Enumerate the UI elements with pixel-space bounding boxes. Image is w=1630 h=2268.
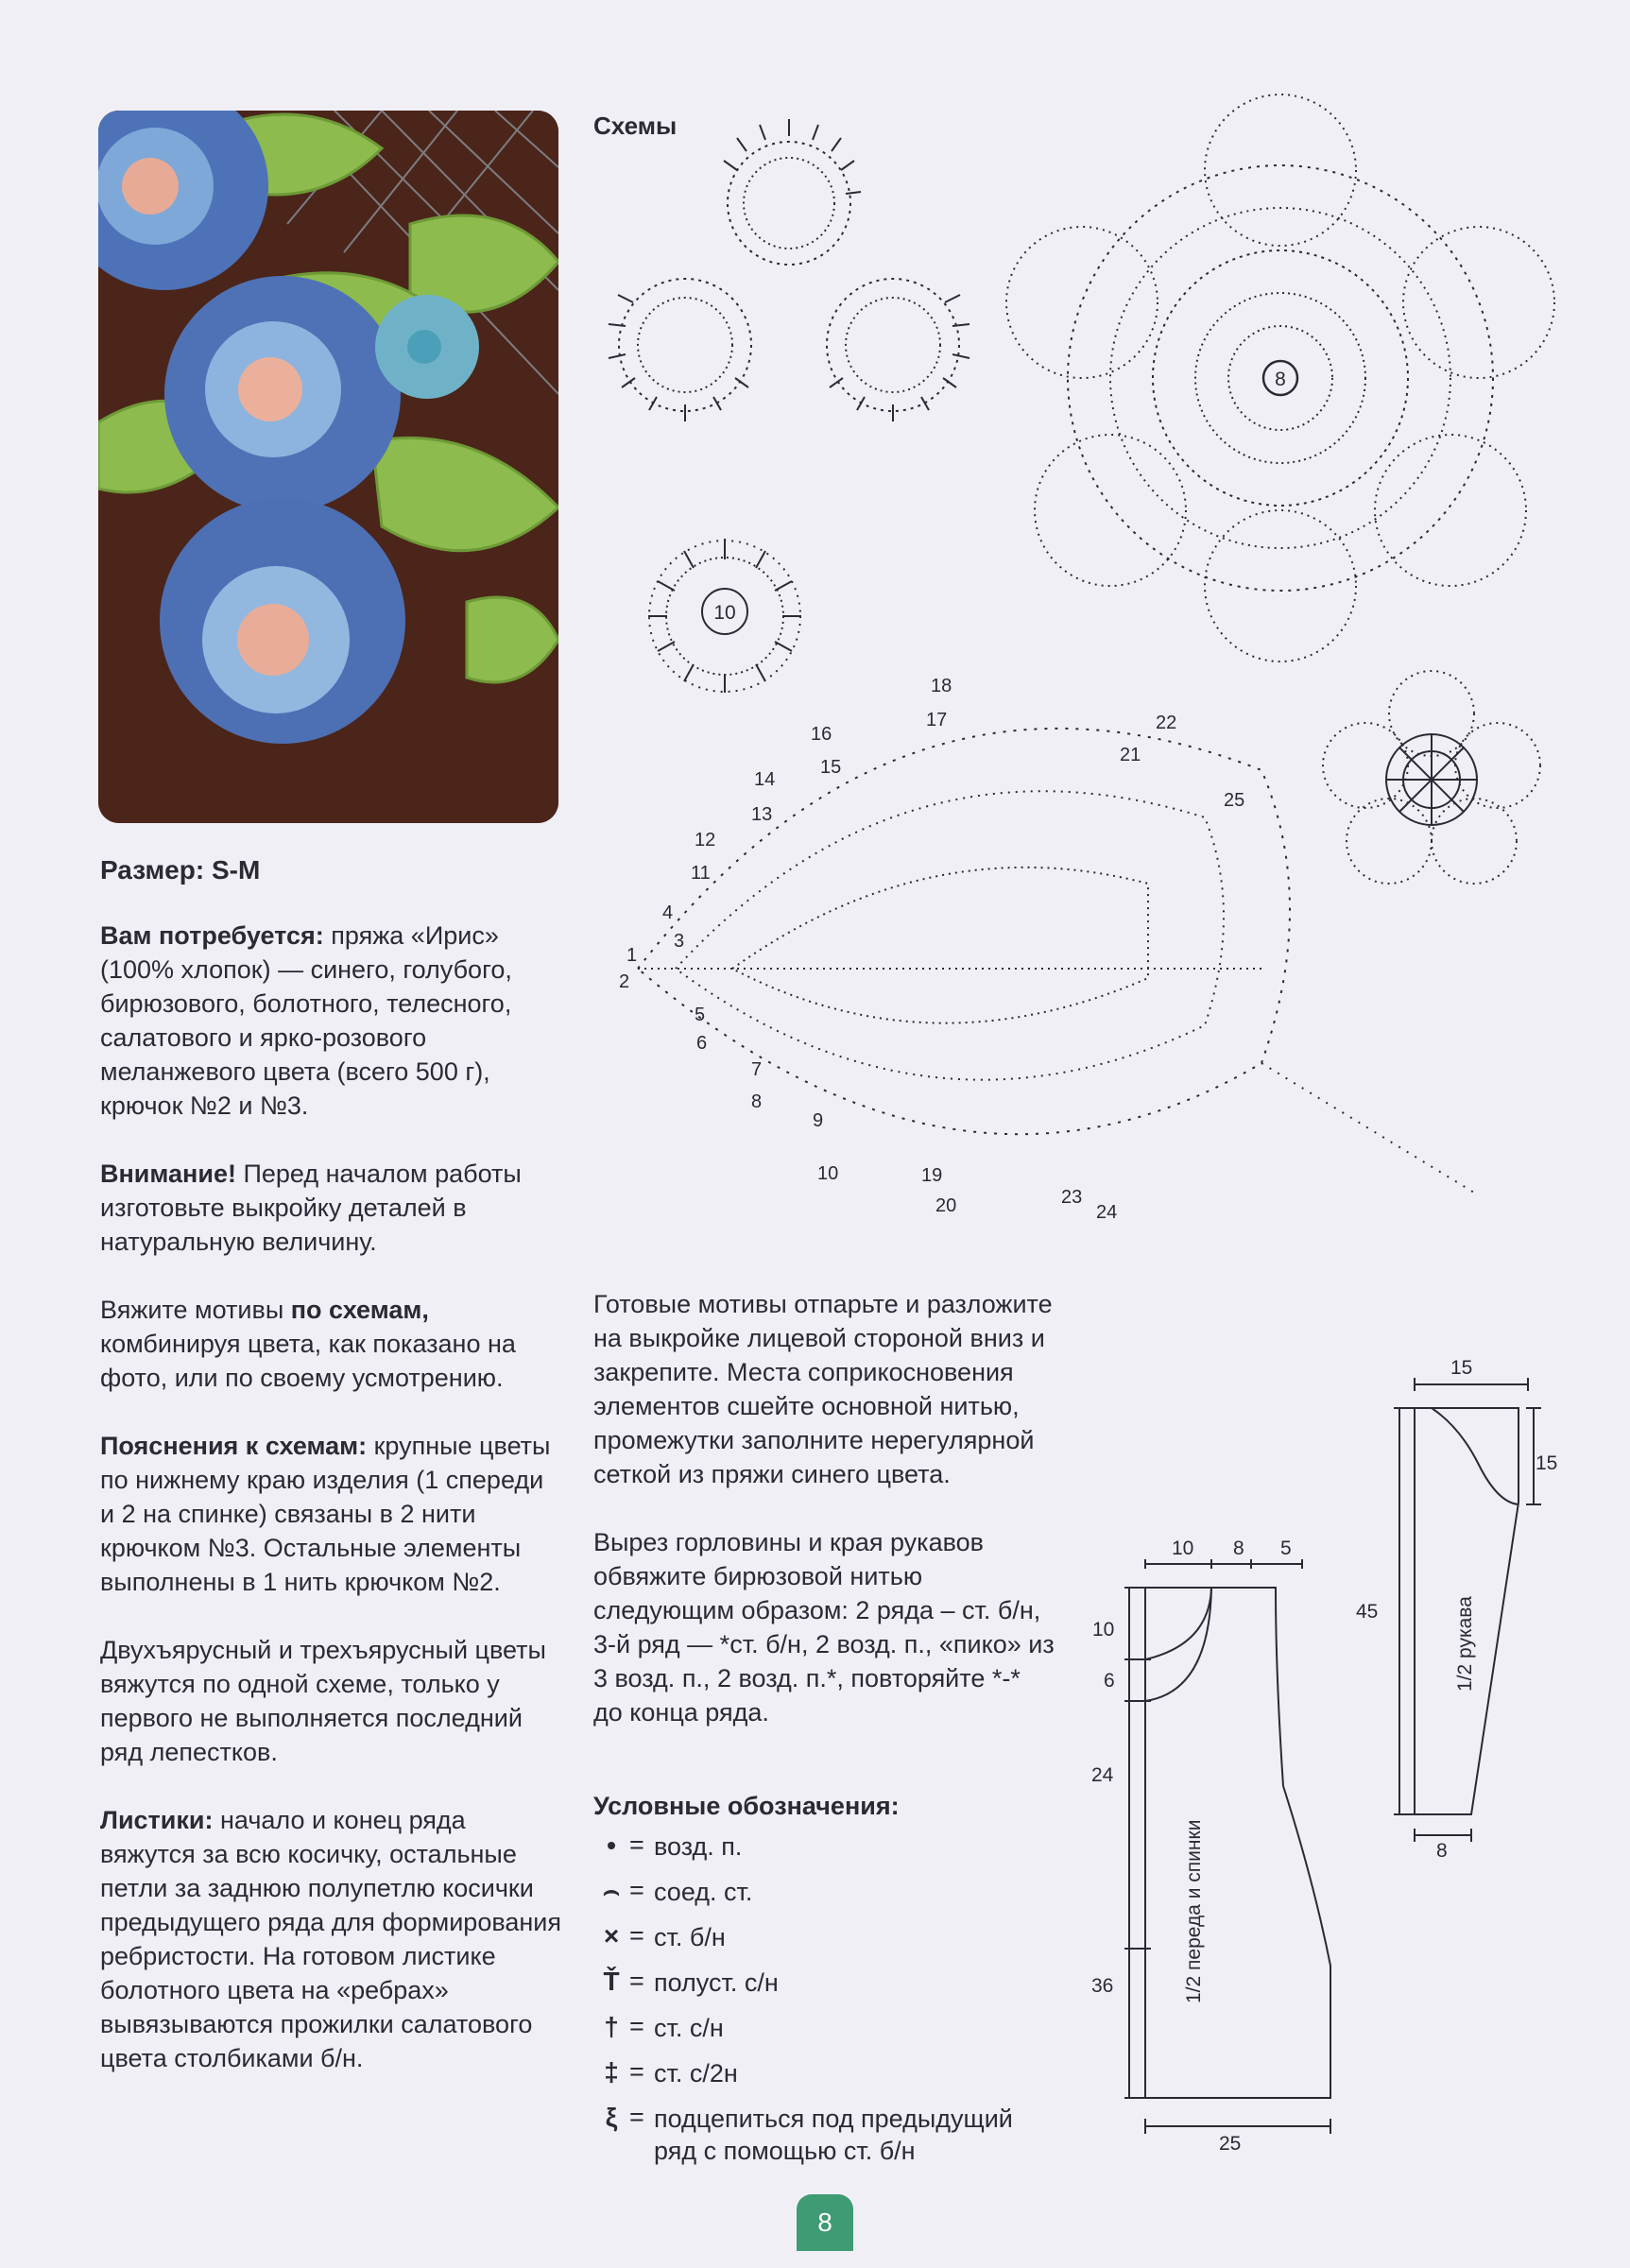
legend-item: Ť = полуст. с/н xyxy=(593,1967,1056,2012)
svg-text:22: 22 xyxy=(1156,713,1177,733)
svg-text:25: 25 xyxy=(1224,790,1245,811)
svg-text:23: 23 xyxy=(1061,1187,1083,1208)
leaf-row-numbers xyxy=(619,676,1244,1223)
body-dim-left-b: 6 xyxy=(1104,1670,1115,1692)
double-crochet-icon: † xyxy=(604,2012,619,2041)
legend-item: † = ст. с/н xyxy=(593,2012,1056,2057)
svg-text:24: 24 xyxy=(1096,1202,1118,1223)
tiered-flowers-paragraph: Двухъярусный и трехъярусный цветы вяжутся по одной схеме, только у первого не выполняется последний ряд лепестков. xyxy=(100,1636,546,1766)
page-number: 8 xyxy=(797,2194,853,2251)
sleeve-dim-top: 15 xyxy=(1450,1357,1473,1379)
scheme-notes-paragraph: Пояснения к схемам: крупные цветы по нижнему краю изделия (1 спереди и 2 на спинке) связаны в 2 нити крючком №3. Остальные элементы выполнены в 1 нить крючком №2. xyxy=(100,1432,551,1596)
svg-text:11: 11 xyxy=(691,863,711,884)
legend-item: ‡ = ст. с/2н xyxy=(593,2057,1056,2103)
materials-paragraph: Вам потребуется: пряжа «Ирис» (100% хлопок) — синего, голубого, бирюзового, болотного, телесного, салатового и ярко-розового меланжевого цвета (всего 500 г), крючок №2 и №3. xyxy=(100,921,512,1120)
body-pattern-diagram xyxy=(1077,1531,1351,2155)
svg-text:3: 3 xyxy=(674,931,685,952)
photo-illustration xyxy=(98,111,558,823)
treble-crochet-icon: ‡ xyxy=(604,2057,619,2087)
sleeve-pattern-diagram xyxy=(1356,1351,1564,1862)
body-dim-left-d: 36 xyxy=(1091,1975,1114,1997)
legend-item: × = ст. б/н xyxy=(593,1921,1056,1967)
small-flower-center-label: 10 xyxy=(713,602,736,624)
svg-text:4: 4 xyxy=(662,902,674,923)
schemes-heading: Схемы xyxy=(593,112,678,140)
symbol-legend xyxy=(593,1792,1056,2171)
size-label: Размер: xyxy=(100,855,205,885)
body-pattern-label: 1/2 переда и спинки xyxy=(1183,1819,1205,2003)
svg-text:19: 19 xyxy=(921,1165,943,1186)
legend-item: ξ = подцепиться под предыдущий ряд с помощью ст. б/н xyxy=(593,2103,1056,2171)
slip-stitch-icon: ⌢ xyxy=(602,1876,621,1905)
hook-under-icon: ξ xyxy=(605,2103,618,2132)
edging-paragraph: Вырез горловины и края рукавов обвяжите бирюзовой нитью следующим образом: 2 ряда – ст. б/н, 3-й ряд — *ст. б/н, 2 возд. п., «пико» из 3 возд. п., 2 возд. п.*, повторяйте *-* до конца ряда. xyxy=(593,1528,1055,1727)
large-flower-center-label: 8 xyxy=(1275,369,1286,390)
attention-paragraph: Внимание! Перед началом работы изготовьте выкройку деталей в натуральную величину. xyxy=(100,1160,522,1256)
motif-photo xyxy=(98,111,558,823)
svg-text:5: 5 xyxy=(695,1005,706,1025)
sleeve-dim-bottom: 8 xyxy=(1436,1840,1448,1862)
body-dim-top-c: 5 xyxy=(1280,1538,1292,1559)
large-flower-diagram xyxy=(1006,113,1554,643)
svg-text:21: 21 xyxy=(1120,745,1141,765)
svg-text:8: 8 xyxy=(751,1091,763,1112)
svg-text:18: 18 xyxy=(931,676,952,696)
svg-text:17: 17 xyxy=(926,710,948,730)
assembly-paragraph: Готовые мотивы отпарьте и разложите на выкройке лицевой стороной вниз и закрепите. Места соприкосновения элементов сшейте основной нитью, промежутки заполните нерегулярной сеткой из пряжи синего цвета. xyxy=(593,1290,1053,1488)
trefoil-motif-diagram xyxy=(605,113,973,435)
size-value: S-M xyxy=(211,855,261,885)
svg-text:13: 13 xyxy=(751,804,773,825)
svg-text:1: 1 xyxy=(626,945,638,966)
svg-text:10: 10 xyxy=(817,1163,839,1184)
svg-text:2: 2 xyxy=(619,971,630,992)
body-dim-top-b: 8 xyxy=(1233,1538,1244,1559)
svg-text:12: 12 xyxy=(695,830,716,850)
svg-text:20: 20 xyxy=(935,1195,957,1216)
leaf-diagram xyxy=(619,666,1507,1233)
svg-text:16: 16 xyxy=(811,724,832,745)
legend-item: ⌢ = соед. ст. xyxy=(593,1876,1056,1921)
body-dim-top-a: 10 xyxy=(1172,1538,1194,1559)
middle-column-text xyxy=(593,1287,1056,1763)
chain-stitch-icon: • xyxy=(607,1830,616,1860)
svg-text:14: 14 xyxy=(754,769,776,790)
single-crochet-icon: × xyxy=(603,1921,620,1950)
leaves-paragraph: Листики: начало и конец ряда вяжутся за всю косичку, остальные петли за заднюю полупетлю косички предыдущего ряда для формирования ребристости. На готовом листике болотного цвета на «ребрах» вывязываются прожилки салатового цвета столбиками б/н. xyxy=(100,1806,562,2072)
body-dim-left-c: 24 xyxy=(1091,1764,1114,1786)
legend-item: • = возд. п. xyxy=(593,1830,1056,1876)
svg-text:9: 9 xyxy=(813,1110,824,1131)
body-dim-bottom: 25 xyxy=(1219,2133,1242,2155)
svg-text:15: 15 xyxy=(820,757,842,778)
legend-title: Условные обозначения: xyxy=(593,1792,900,1820)
svg-text:7: 7 xyxy=(751,1059,763,1080)
size-line xyxy=(100,855,260,885)
motifs-paragraph: Вяжите мотивы по схемам, комбинируя цвета, как показано на фото, или по своему усмотрению. xyxy=(100,1296,516,1392)
sleeve-dim-left: 45 xyxy=(1356,1601,1379,1623)
svg-text:6: 6 xyxy=(696,1033,708,1054)
half-double-crochet-icon: Ť xyxy=(603,1967,620,1996)
body-dim-left-a: 10 xyxy=(1092,1619,1115,1641)
sleeve-dim-right: 15 xyxy=(1536,1452,1558,1474)
left-column-text xyxy=(100,919,563,2109)
sleeve-pattern-label: 1/2 рукава xyxy=(1454,1596,1476,1692)
